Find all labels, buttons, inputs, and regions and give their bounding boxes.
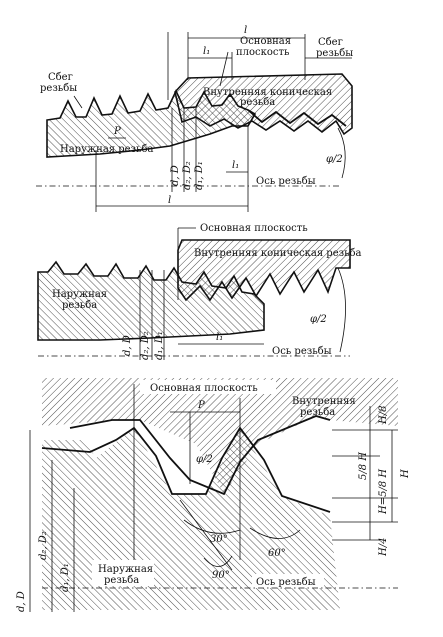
mid-base-plane: Основная плоскость <box>200 223 308 234</box>
mid-axis: Ось резьбы <box>272 346 332 357</box>
bot-external-2: резьба <box>104 575 140 586</box>
bot-axis: Ось резьбы <box>256 577 316 588</box>
bottom-view <box>16 378 411 612</box>
mid-external-2: резьба <box>62 300 98 311</box>
top-view <box>36 25 353 212</box>
bot-H8: H/8 <box>378 405 389 424</box>
bot-H4: H/4 <box>378 537 389 556</box>
mid-external-1: Наружная <box>52 289 108 300</box>
top-d-D: d, D <box>170 165 181 186</box>
top-l: l <box>244 25 248 36</box>
bot-internal-2: резьба <box>300 407 336 418</box>
middle-view <box>38 223 362 360</box>
top-phi: φ/2 <box>326 154 343 165</box>
mid-internal: Внутренняя коническая резьба <box>194 248 362 259</box>
top-runout-leader <box>74 96 82 108</box>
top-l1-small: l₁ <box>232 160 240 171</box>
mid-phi: φ/2 <box>310 314 327 325</box>
top-internal-1: Внутренняя коническая <box>203 87 333 98</box>
top-l1: l₁ <box>203 46 211 57</box>
bot-base-plane: Основная плоскость <box>150 383 258 394</box>
top-runout-left-2: резьбы <box>40 83 78 94</box>
bot-d1-D1: d₁, D₁ <box>60 563 71 592</box>
top-runout-left-1: Сбег <box>48 72 73 83</box>
mid-d-D: d, D <box>122 335 133 356</box>
top-d2-D2: d₂, D₂ <box>182 161 193 190</box>
top-axis: Ось резьбы <box>256 176 316 187</box>
bot-external-1: Наружная <box>98 564 154 575</box>
bot-P: P <box>198 400 205 411</box>
bot-internal-1: Внутренняя <box>292 396 356 407</box>
top-runout-right-1: Сбег <box>318 37 343 48</box>
bot-H58: H=5/8 H <box>378 468 389 514</box>
bot-d2-D2: d₂, D₂ <box>38 531 49 560</box>
bot-a60: 60° <box>268 548 286 559</box>
top-base-plane-1: Основная <box>240 36 292 47</box>
bot-H: H <box>400 469 411 478</box>
top-external: Наружная резьба <box>60 144 154 155</box>
bot-d-D: d, D <box>16 591 27 612</box>
bot-a30: 30° <box>210 534 228 545</box>
top-runout-right-2: резьбы <box>316 48 354 59</box>
mid-d2-D2: d₂, D₂ <box>140 331 151 360</box>
mid-l1: l₁ <box>216 332 224 343</box>
bot-h58: 5/8 H <box>358 452 369 480</box>
bot-a90: 90° <box>212 570 230 581</box>
top-internal-2: резьба <box>240 97 276 108</box>
top-base-plane-2: плоскость <box>236 47 290 58</box>
mid-d1-D1: d₁, D₁ <box>154 331 165 360</box>
bot-phi: φ/2 <box>196 454 213 465</box>
mid-phi-arc <box>338 268 346 352</box>
top-l-bottom: l <box>168 195 172 206</box>
top-d1-D1: d₁, D₁ <box>194 161 205 190</box>
top-phi-arc <box>338 128 345 178</box>
top-P: P <box>114 126 121 137</box>
